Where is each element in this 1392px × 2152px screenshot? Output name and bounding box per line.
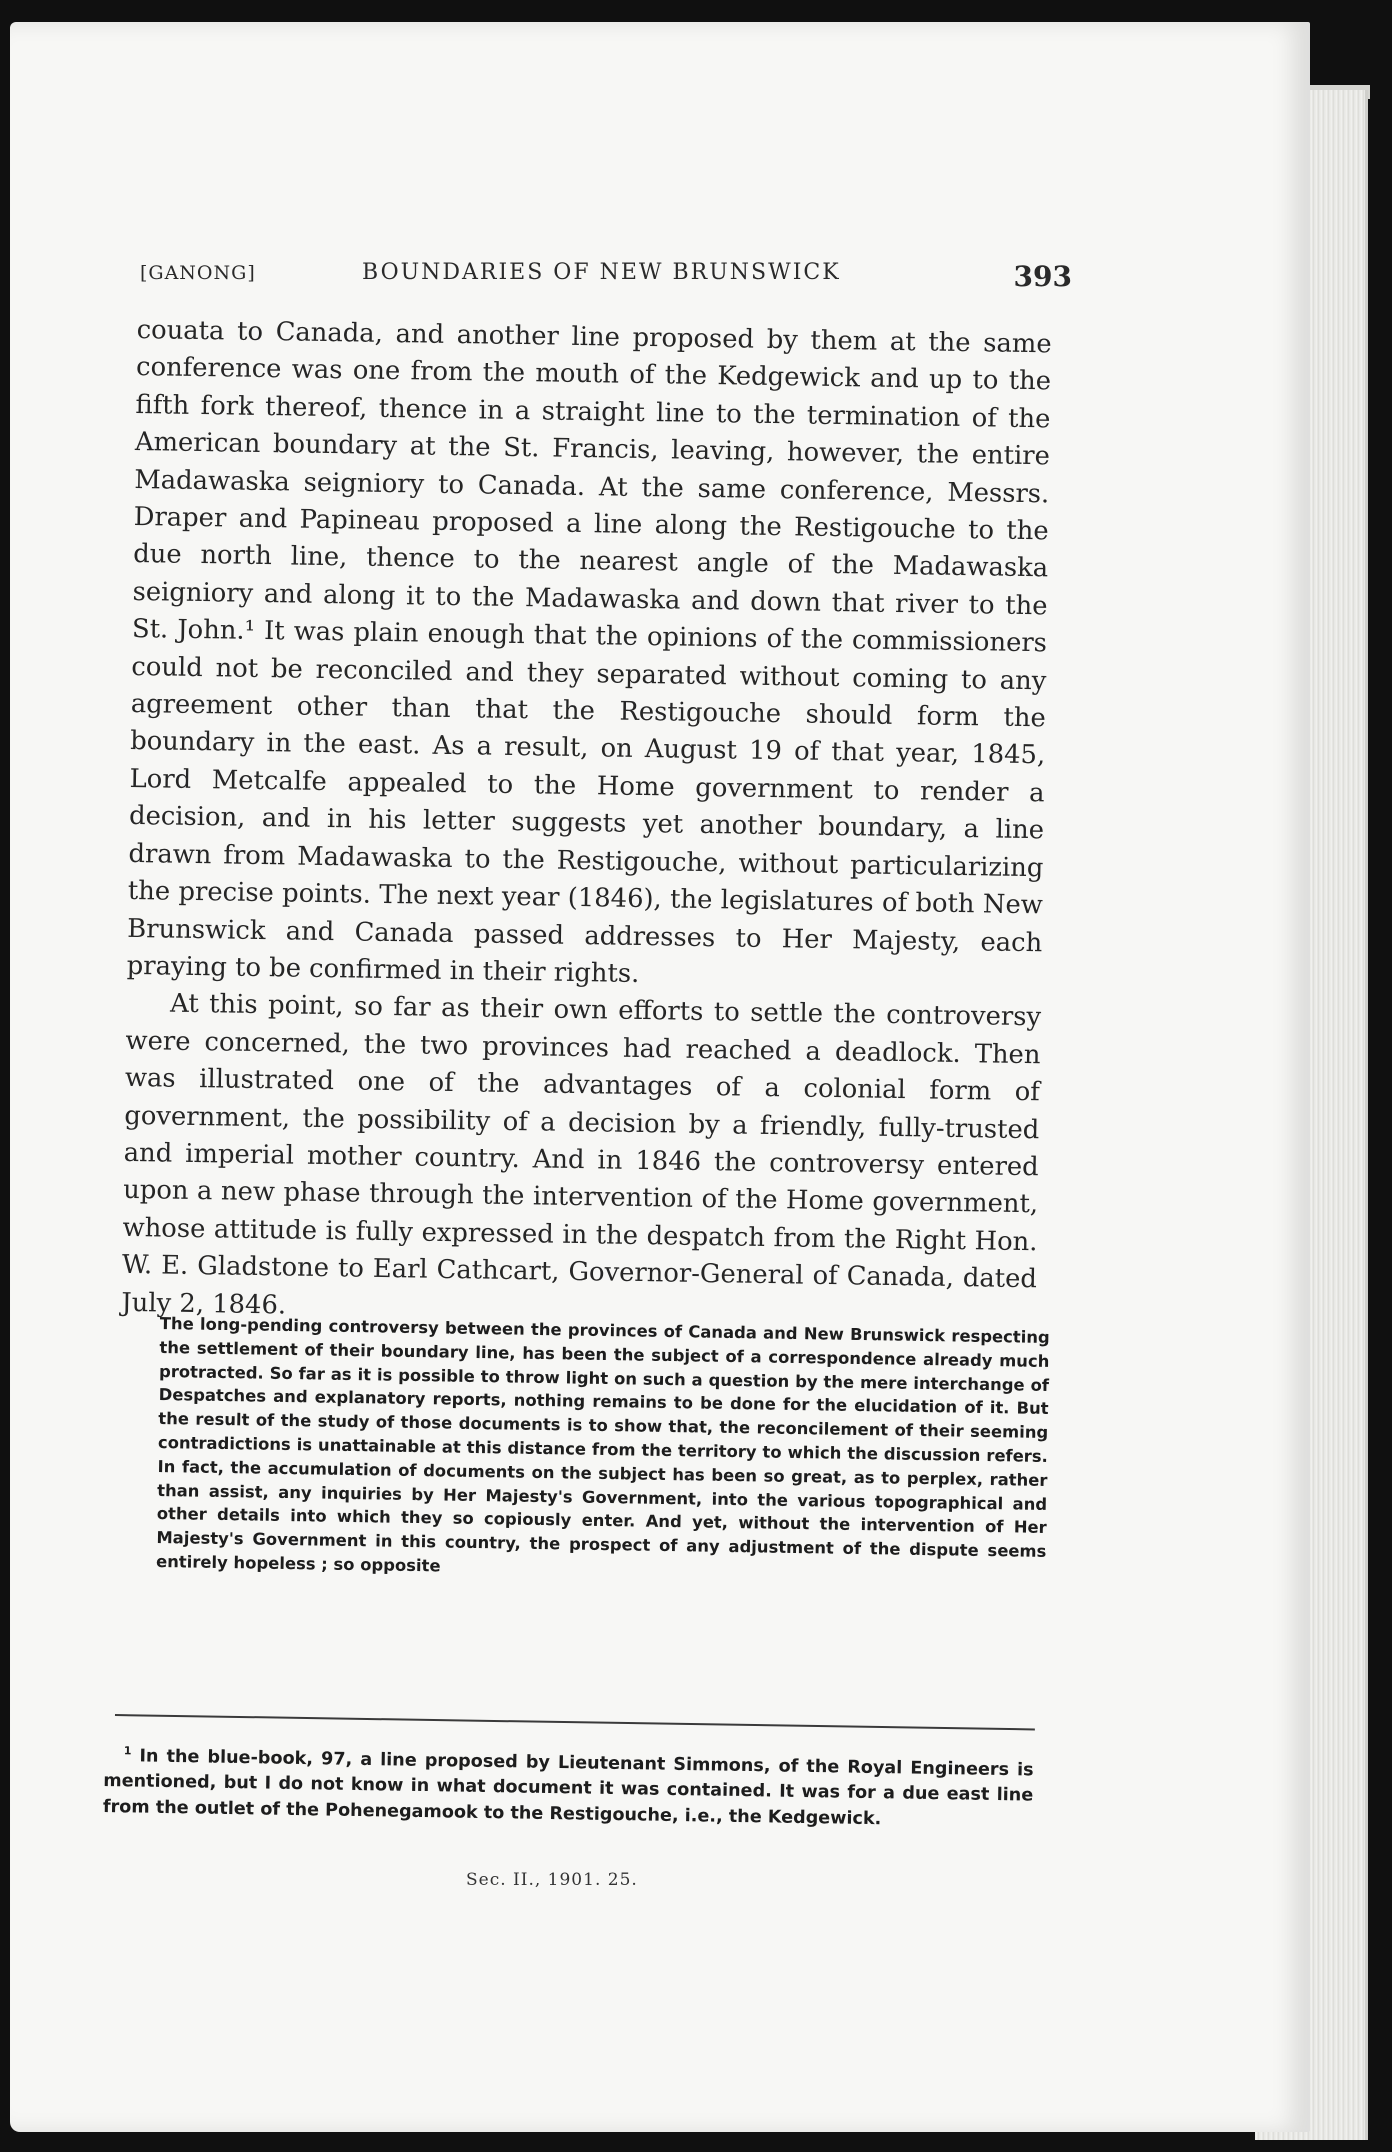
footnote [103,1738,1034,1835]
paragraph: couata to Canada, and another line proposed by them at the same conference was one from the mouth of the Kedgewick and up to the fifth fork thereof, thence in a straight line to the termination of the American boundary at the St. Francis, leaving, however, the entire Madawaska seigniory to Canada. At the same conference, Messrs. Draper and Papineau proposed a line along the Restigouche to the due north line, thence to the nearest angle of the Madawaska seigniory and along it to the Madawaska and down that river to the St. John.¹ It was plain enough that the opinions of the commissioners could not be reconciled and they separated without coming to any agreement other than that the Restigouche should form the boundary in the east. As a result, on August 19 of that year, 1845, Lord Metcalfe appealed to the Home government to render a decision, and in his letter suggests yet another boundary, a line drawn from Madawaska to the Restigouche, without particularizing the precise points. The next year (1846), the legislatures of both New Brunswick and Canada passed addresses to Her Majesty, each praying to be confirmed in their rights. [126,314,1052,989]
footnote-marker: 1 [123,1744,132,1758]
signature-mark: Sec. II., 1901. 25. [466,1870,638,1890]
header-author: [GANONG] [140,262,256,284]
quoted-despatch: The long-pending controversy between the provinces of Canada and New Brunswick respecting the settlement of their boundary line, has been the subject of a correspondence already much protracted. So far as it is possible to throw light on such a question by the mere interchange of Despatches and explanatory reports, nothing remains to be done for the elucidation of it. But the result of the study of those documents is to show that, the reconcilement of their seeming contradictions is unattainable at this distance from the territory to which the discussion refers. In fact, the accumulation of documents on the subject has been so great, as to perplex, rather than assist, any inquiries by Her Majesty's Government, into the various topographical and other details into which they so copiously enter. And yet, without the intervention of Her Majesty's Government in this country, the prospect of any adjustment of the dispute seems entirely hopeless ; so opposite [155,1313,1050,1576]
body-text [121,312,1052,1336]
footnote-text: In the blue-book, 97, a line proposed by Lieutenant Simmons, of the Royal Engineers is mentioned, but I do not know in what document it was contained. It was for a due east line from the outlet of the Pohenegamook to the Restigouche, i.e., the Kedgewick. [102,1746,1034,1830]
page-number: 393 [1013,260,1072,293]
paragraph: At this point, so far as their own efforts to settle the controversy were concerned, the two provinces had reached a deadlock. Then was illustrated one of the advantages of a colonial form of government, the possibility of a decision by a friendly, fully-trusted and imperial mother country. And in 1846 the controversy entered upon a new phase through the intervention of the Home government, whose attitude is fully expressed in the despatch from the Right Hon. W. E. Gladstone to Earl Cathcart, Governor-General of Canada, dated July 2, 1846. [121,988,1042,1321]
running-header [140,258,1072,298]
header-title: BOUNDARIES OF NEW BRUNSWICK [362,260,841,285]
